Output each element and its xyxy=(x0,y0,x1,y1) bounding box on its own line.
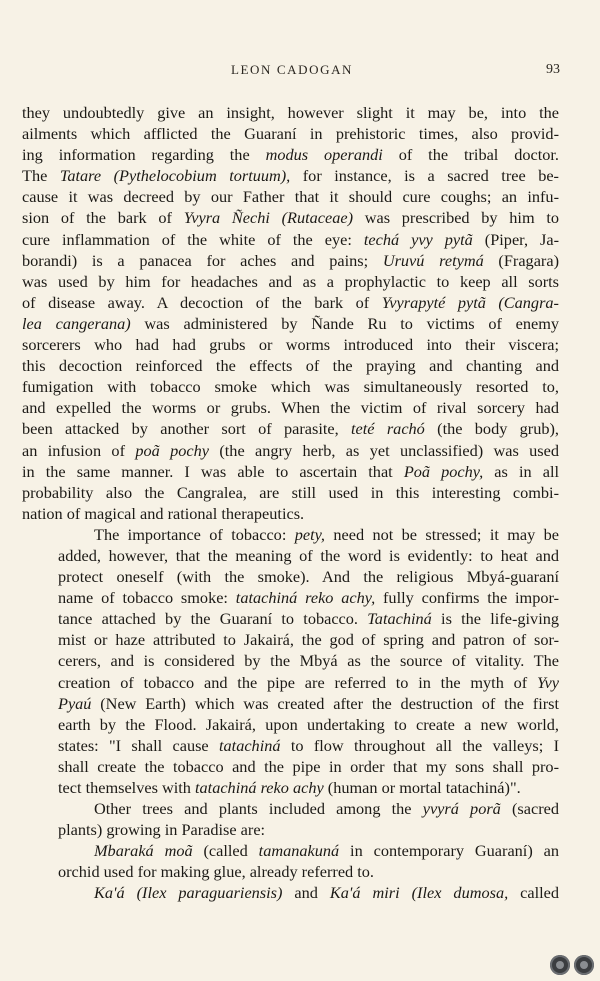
text-run: ailments which afflicted the Guaraní in prehistoric times, also provid- xyxy=(22,124,559,144)
text-run: (sacred xyxy=(500,799,559,819)
text-line xyxy=(22,355,559,376)
text-run: in contemporary Guaraní) an xyxy=(339,841,559,861)
text-line xyxy=(22,756,559,777)
text-run: Other trees and plants included among the xyxy=(94,799,423,819)
text-run: (human or mortal tatachiná)". xyxy=(323,778,521,797)
text-run: tance attached by the Guaraní to tobacco. xyxy=(58,609,368,629)
text-run: was used by him for headaches and as a prophylactic to keep all sorts xyxy=(22,271,559,291)
text-line xyxy=(22,397,559,418)
italic-run: Uruvú retymá xyxy=(382,250,484,270)
text-run: plants) growing in Paradise are: xyxy=(58,820,266,840)
italic-run: pety, xyxy=(294,524,326,544)
italic-run: Pyaú xyxy=(58,693,92,713)
text-run: is the life-giving xyxy=(431,609,559,629)
italic-run: Tatare (Pythelocobium tortuum), xyxy=(59,166,291,186)
italic-run: Yvyra Ñechi (Rutaceae) xyxy=(183,208,354,228)
text-line xyxy=(22,440,559,461)
text-run: cerers, and is considered by the Mbyá as the source of vitality. The xyxy=(58,651,559,671)
text-line xyxy=(22,144,559,165)
italic-run: tamanakuná xyxy=(258,841,340,861)
paragraph xyxy=(22,798,559,840)
text-line xyxy=(22,186,559,207)
text-run: tect themselves with xyxy=(58,778,195,797)
text-run: was administered by Ñande Ru to victims of enemy xyxy=(130,313,560,333)
text-run: they undoubtedly give an insight, however slight it may be, into the xyxy=(22,103,559,122)
text-run: protect oneself (with the smoke). And the religious Mbyá-guaraní xyxy=(58,567,559,587)
text-line xyxy=(22,503,559,524)
italic-run: Poã pochy, xyxy=(403,461,484,481)
text-line xyxy=(22,418,559,439)
text-line xyxy=(22,819,559,840)
italic-run: Yvy xyxy=(536,672,559,692)
text-run: of the tribal doctor. xyxy=(382,145,560,165)
text-run: of disease away. A decoction of the bark of xyxy=(22,292,382,312)
text-run: sorcerers who had had grubs or worms introduced into their viscera; xyxy=(22,335,559,355)
text-line xyxy=(22,629,559,650)
text-run: sion of the bark of xyxy=(22,208,184,228)
text-run: was prescribed by him to xyxy=(353,208,560,228)
text-run: and xyxy=(282,883,330,903)
text-run: (Fragara) xyxy=(483,250,559,270)
next-page-icon[interactable] xyxy=(574,955,594,975)
text-line xyxy=(22,461,559,482)
text-run: earth by the Flood. Jakairá, upon undertaking to create a new world, xyxy=(58,714,559,734)
italic-run: Tatachiná xyxy=(367,609,432,629)
text-run: for instance, is a sacred tree be- xyxy=(290,166,559,186)
text-run: (Piper, Ja- xyxy=(472,229,559,249)
text-line xyxy=(22,102,559,123)
italic-run: tatachiná xyxy=(219,735,281,755)
italic-run: Ka'á (Ilex paraguariensis) xyxy=(94,883,283,903)
italic-run: yvyrá porã xyxy=(422,799,501,819)
text-line xyxy=(22,292,559,313)
prev-page-icon[interactable] xyxy=(550,955,570,975)
text-line xyxy=(22,587,559,608)
text-line xyxy=(22,672,559,693)
text-run: (the angry herb, as yet unclassified) was used xyxy=(209,440,560,460)
text-line xyxy=(22,735,559,756)
text-line xyxy=(22,229,559,250)
italic-run: tatachiná reko achy xyxy=(195,778,324,797)
italic-run: Mbaraká moã xyxy=(94,841,193,861)
text-line xyxy=(22,165,559,186)
text-line xyxy=(22,123,559,144)
text-run: shall create the tobacco and the pipe in order that my sons shall pro- xyxy=(58,756,559,776)
italic-run: Ka'á miri (Ilex dumosa, xyxy=(329,883,509,903)
page-header xyxy=(22,62,562,84)
text-line xyxy=(22,693,559,714)
text-run: cure inflammation of the white of the eye: xyxy=(22,229,364,249)
text-line xyxy=(22,566,559,587)
text-line xyxy=(22,250,559,271)
paragraph xyxy=(22,524,559,798)
text-line xyxy=(22,376,559,397)
text-run: in the same manner. I was able to ascertain that xyxy=(22,461,404,481)
text-line xyxy=(22,334,559,355)
text-line xyxy=(22,798,559,819)
text-line xyxy=(22,650,559,671)
text-line xyxy=(22,313,559,334)
text-run: creation of tobacco and the pipe are referred to in the myth of xyxy=(58,672,537,692)
text-run: (New Earth) which was created after the destruction of the first xyxy=(91,693,559,713)
text-run: fully confirms the impor- xyxy=(375,588,559,608)
italic-run: Yvyrapyté pytã (Cangra- xyxy=(381,292,559,312)
paragraph xyxy=(22,882,559,903)
text-line xyxy=(22,777,559,798)
text-run: added, however, that the meaning of the word is evidently: to heat and xyxy=(58,545,559,565)
text-run: borandi) is a panacea for aches and pains; xyxy=(22,250,383,270)
text-line xyxy=(22,207,559,228)
text-run: nation of magical and rational therapeutics. xyxy=(22,503,305,523)
text-run: this decoction reinforced the effects of the praying and chanting and xyxy=(22,356,559,376)
paragraph xyxy=(22,840,559,882)
italic-run: lea cangerana) xyxy=(22,313,131,333)
text-line xyxy=(22,861,559,882)
paragraph xyxy=(22,102,559,524)
text-run: and expelled the worms or grubs. When the victim of rival sorcery had xyxy=(22,398,559,418)
text-run: probability also the Cangralea, are still used in this interesting combi- xyxy=(22,482,559,502)
text-run: states: "I shall cause xyxy=(58,735,219,755)
text-line xyxy=(22,882,559,903)
text-run: called xyxy=(508,883,560,903)
text-line xyxy=(22,482,559,503)
text-run: ing information regarding the xyxy=(22,145,266,165)
body-text xyxy=(22,102,559,904)
italic-run: teté rachó xyxy=(351,419,425,439)
text-run: name of tobacco smoke: xyxy=(58,588,236,608)
viewer-nav xyxy=(550,955,594,975)
italic-run: poã pochy xyxy=(135,440,210,460)
page-number: 93 xyxy=(546,62,560,77)
text-line xyxy=(22,608,559,629)
text-line xyxy=(22,524,559,545)
text-run: (called xyxy=(192,841,259,861)
text-run: need not be stressed; it may be xyxy=(325,524,559,544)
text-run: The importance of tobacco: xyxy=(94,524,295,544)
text-line xyxy=(22,545,559,566)
italic-run: modus operandi xyxy=(265,145,383,165)
text-run: been attacked by another sort of parasite, xyxy=(22,419,352,439)
text-run: as in all xyxy=(483,461,559,481)
text-run: to flow throughout all the valleys; I xyxy=(280,735,559,755)
text-run: orchid used for making glue, already referred to. xyxy=(58,862,374,882)
text-run: an infusion of xyxy=(22,440,136,460)
text-line xyxy=(22,840,559,861)
text-line xyxy=(22,714,559,735)
text-run: The xyxy=(22,166,60,186)
italic-run: tatachiná reko achy, xyxy=(235,588,376,608)
italic-run: techá yvy pytã xyxy=(363,229,473,249)
text-run: fumigation with tobacco smoke which was simultaneously resorted to, xyxy=(22,377,559,397)
text-line xyxy=(22,271,559,292)
text-run: mist or haze attributed to Jakairá, the god of spring and patron of sor- xyxy=(58,630,559,650)
text-run: (the body grub), xyxy=(424,419,560,439)
running-head: LEON CADOGAN xyxy=(230,62,354,77)
text-run: cause it was decreed by our Father that it should cure coughs; an infu- xyxy=(22,187,559,207)
